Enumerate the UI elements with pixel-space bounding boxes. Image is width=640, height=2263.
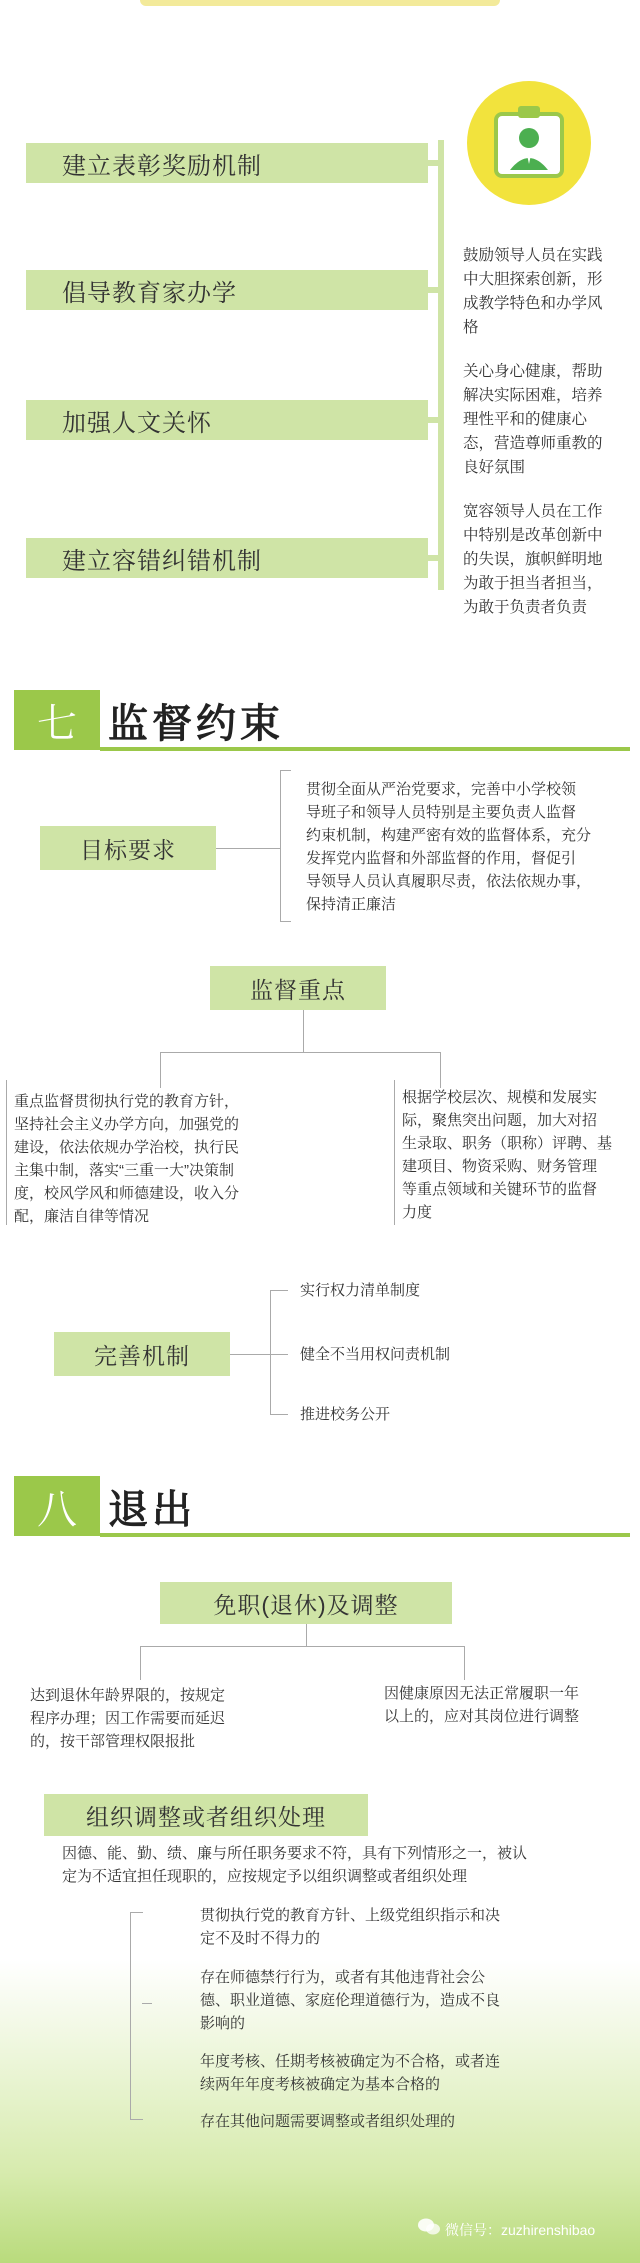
mechanism-item: 健全不当用权问责机制 xyxy=(300,1346,451,1363)
connector xyxy=(428,555,440,561)
item-bar-fault-tolerance: 建立容错纠错机制 xyxy=(26,538,428,578)
item-bar-educator: 倡导教育家办学 xyxy=(26,270,428,310)
case-item: 存在师德禁行行为，或者有其他违背社会公 德、职业道德、家庭伦理道德行为，造成不良 影响的 xyxy=(200,1969,501,2032)
connector xyxy=(270,1414,288,1415)
adjust-box: 免职(退休)及调整 xyxy=(160,1582,452,1624)
bracket-right xyxy=(394,1080,395,1225)
top-decoration xyxy=(140,0,500,6)
focus-box: 监督重点 xyxy=(210,966,386,1010)
item-bar-reward: 建立表彰奖励机制 xyxy=(26,143,428,183)
case-item: 贯彻执行党的教育方针、上级党组织指示和决 定不及时不得力的 xyxy=(200,1907,501,1947)
connector xyxy=(160,1052,440,1053)
wechat-icon xyxy=(418,2218,440,2241)
cases-bracket xyxy=(130,1912,143,2120)
connector xyxy=(440,1052,441,1088)
item-desc-care: 关心身心健康，帮助 解决实际困难，培养 理性平和的健康心 态，营造尊师重教的 良好氛围 xyxy=(463,363,603,476)
org-intro-text: 因德、能、勤、绩、廉与所任职务要求不符，具有下列情形之一，被认 定为不适宜担任现职的，应按规定予以组织调整或者组织处理 xyxy=(62,1845,528,1885)
case-item: 年度考核、任期考核被确定为不合格，或者连 续两年年度考核被确定为基本合格的 xyxy=(200,2053,501,2093)
section-number: 七 xyxy=(14,690,100,750)
connector xyxy=(428,417,440,423)
mechanism-box: 完善机制 xyxy=(54,1332,230,1376)
connector xyxy=(270,1354,288,1355)
goal-text: 贯彻全面从严治党要求，完善中小学校领 导班子和领导人员特别是主要负责人监督 约束机制，构建严密有效的监督体系，充分 发挥党内监督和外部监督的作用，督促引 导领导人员认真履职尽责，依法依规办事， 保持清正廉洁 xyxy=(306,781,592,913)
connector xyxy=(270,1290,271,1414)
item-bar-care: 加强人文关怀 xyxy=(26,400,428,440)
section-underline xyxy=(100,747,630,751)
item-desc-fault-tolerance: 宽容领导人员在工作 中特别是改革创新中 的失误，旗帜鲜明地 为敢于担当者担当， 为敢于负责者负责 xyxy=(463,503,603,616)
connector xyxy=(230,1354,270,1355)
mechanism-item: 推进校务公开 xyxy=(300,1406,391,1423)
case-item: 存在其他问题需要调整或者组织处理的 xyxy=(200,2113,456,2130)
item-desc-educator: 鼓励领导人员在实践 中大胆探索创新，形 成教学特色和办学风 格 xyxy=(463,247,603,336)
connector xyxy=(216,848,280,849)
section-number: 八 xyxy=(14,1476,100,1536)
connector xyxy=(140,1646,464,1647)
focus-right-text: 根据学校层次、规模和发展实 际，聚焦突出问题，加大对招 生录取、职务（职称）评聘、基 建项目、物资采购、财务管理 等重点领域和关键环节的监督 力度 xyxy=(402,1089,613,1221)
connector-line xyxy=(438,140,444,590)
connector xyxy=(428,287,440,293)
section-title: 退出 xyxy=(108,1488,196,1532)
bracket-left xyxy=(6,1080,7,1225)
focus-left-text: 重点监督贯彻执行党的教育方针， 坚持社会主义办学方向，加强党的 建设，依法依规办学治校，执行民 主集中制，落实“三重一大”决策制 度，校风学风和师德建设，收入分 配，廉洁自律等情况 xyxy=(14,1093,240,1225)
adjust-left-text: 达到退休年龄界限的，按规定 程序办理；因工作需要而延迟 的，按干部管理权限报批 xyxy=(30,1687,226,1750)
org-adjust-box: 组织调整或者组织处理 xyxy=(44,1794,368,1836)
section-underline xyxy=(100,1533,630,1537)
connector xyxy=(303,1010,304,1052)
connector xyxy=(140,1646,141,1680)
connector xyxy=(270,1290,288,1291)
connector xyxy=(306,1624,307,1646)
connector xyxy=(464,1646,465,1680)
id-badge-person-icon xyxy=(466,80,592,206)
mechanism-item: 实行权力清单制度 xyxy=(300,1282,421,1299)
watermark xyxy=(418,2218,595,2241)
connector xyxy=(428,160,440,166)
watermark-text: 微信号：zuzhirenshibao xyxy=(445,2221,596,2238)
bracket xyxy=(280,770,291,922)
connector xyxy=(160,1052,161,1088)
goal-box: 目标要求 xyxy=(40,826,216,870)
adjust-right-text: 因健康原因无法正常履职一年 以上的，应对其岗位进行调整 xyxy=(384,1685,580,1725)
connector xyxy=(142,2003,152,2004)
section-title: 监督约束 xyxy=(108,702,284,746)
